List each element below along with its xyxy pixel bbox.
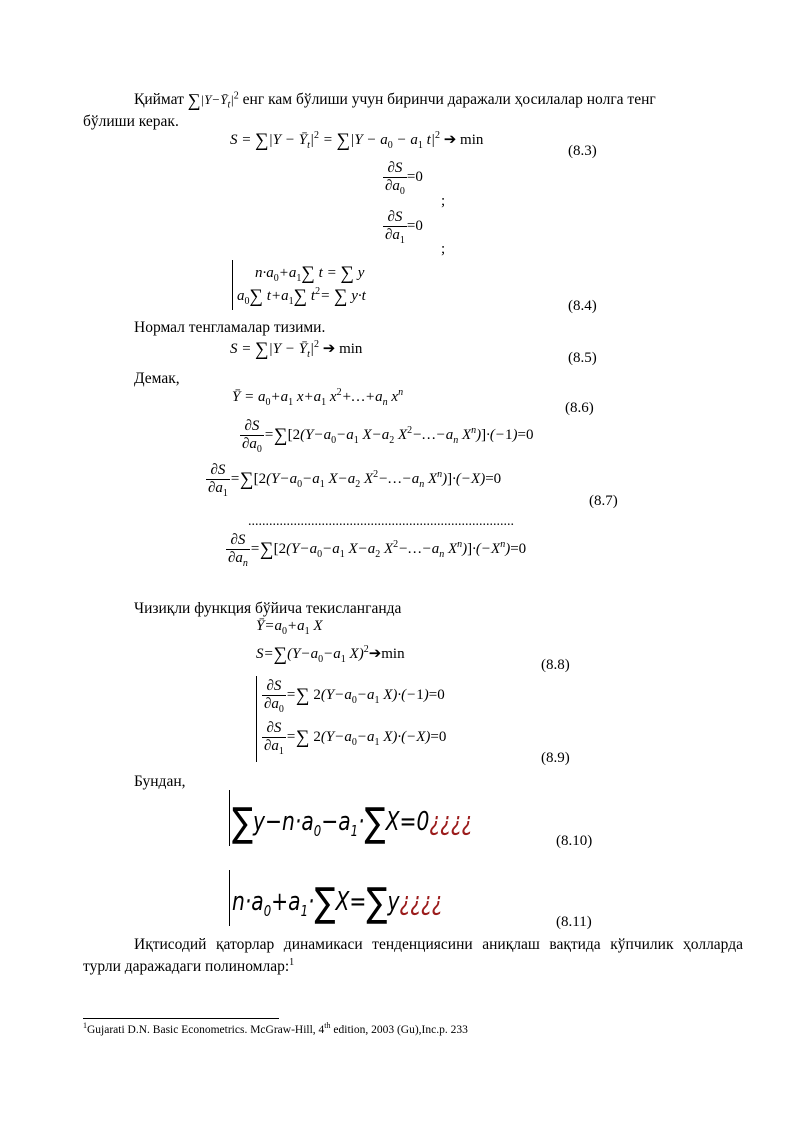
equation-8-8-line1: $Ȳ=a_0+a_1$ X [256, 618, 323, 637]
linear-text: Чизиқли функция бўйича текислангандa [134, 600, 402, 617]
equation-8-4-row2: $a_0\sum$ $t+a_1\sum$ $t^2=$ ∑ y·t [237, 286, 366, 307]
equation-8-6: Ȳ = $a_0+a_1$ $x+a_1$ $x^2+\dots+a_n$ $x^n$ [232, 387, 404, 408]
footnote-sup: th [324, 1021, 331, 1031]
equation-8-7-row3: $\frac{\partial S}{\partial a_n}$ $=\sum[2(Y-a_0-a_1$ $X-a_2$ $X^2-\dots-a_n$ $X^n)]\cdot(-X^n)=0$ [228, 532, 527, 569]
bundan-text: Бундан, [134, 773, 186, 790]
footnote-ref: 1 [289, 956, 295, 968]
ellipsis-row: ............................................................................ [248, 514, 514, 529]
footnote-separator [83, 1018, 279, 1019]
label-8-11: (8.11) [556, 914, 592, 930]
brace-8-10 [229, 790, 230, 846]
paragraph-line-2: бўлиши керак. [83, 113, 179, 130]
partial-a1: $\frac{\partial S}{\partial a_1}$ =0 [385, 209, 423, 246]
equation-8-9-row1: $\frac{\partial S}{\partial a_0}$ =∑ $2(Y-a_0-a_1$ X)·(−1)=0 [264, 678, 445, 715]
semicolon-1: ; [441, 193, 446, 209]
demak-text: Демак, [134, 370, 180, 387]
min-label: min [381, 646, 405, 662]
min-label: min [460, 132, 484, 148]
equation-8-5: $S = \sum|Y - Ȳ_t|^2$ ➔ min [230, 339, 363, 360]
equation-8-4-row1: $n\cdot a_0+a_1\sum$ t = ∑ y [255, 263, 365, 284]
garbled-glyphs: ¿¿¿¿ [399, 887, 443, 917]
label-8-8: (8.8) [541, 657, 570, 673]
partial-a0: $\frac{\partial S}{\partial a_0}$ =0 [385, 160, 423, 197]
footnote-mark: 1 [83, 1021, 87, 1031]
label-8-6: (8.6) [565, 400, 594, 416]
brace-8-9 [256, 676, 257, 762]
label-8-10: (8.10) [556, 833, 593, 849]
equation-8-7-row2: $\frac{\partial S}{\partial a_1}$ $=\sum[2(Y-a_0-a_1$ $X-a_2$ $X^2-\dots-a_n$ $X^n)]\cdot(-X)=0$ [208, 462, 502, 499]
label-8-9: (8.9) [541, 750, 570, 766]
lead-word: Қиймат [134, 91, 184, 108]
label-8-3: (8.3) [568, 143, 597, 159]
equation-8-11: $n\cdot a_0+a_1\cdot\sum X=\sum y¿¿¿¿$ [232, 880, 443, 926]
closing-paragraph [83, 934, 743, 978]
garbled-glyphs: ¿¿¿¿ [429, 807, 473, 837]
equation-8-10: $\sum y-n\cdot a_0-a_1\cdot\sum X=0¿¿¿¿$ [232, 800, 473, 846]
brace-8-11 [229, 870, 230, 926]
equation-8-3: $S = \sum|Y - Ȳ_t|^2 = \sum|Y - a_0 - a_1$ $t|^2$ ➔ min [230, 130, 484, 151]
footnote [83, 1021, 468, 1036]
label-8-4: (8.4) [568, 298, 597, 314]
footnote-text-b: edition, 2003 (Gu),Inc.p. 233 [330, 1024, 468, 1036]
min-label: min [339, 341, 363, 357]
lead-tail: енг кам бўлиши учун биринчи даражали ҳосилалар нолга тенг [242, 91, 656, 108]
sum-inline-formula: $\sum|Y-Ȳ_t|^2$ [187, 90, 239, 111]
normal-system-text: Нормал тенгламалар тизими. [134, 319, 326, 336]
closing-text: Иқтисодий қаторлар динамикаси тенденциясини аниқлаш вақтида кўпчилик ҳолларда турли даражадаги полиномлар: [83, 936, 743, 975]
brace-8-4 [232, 260, 233, 310]
label-8-5: (8.5) [568, 350, 597, 366]
paragraph-line-1 [134, 90, 656, 110]
footnote-text-a: Gujarati D.N. Basic Econometrics. McGraw-Hill, 4 [87, 1024, 325, 1036]
equation-8-8-line2: $S=\sum(Y-a_0-a_1$ X)$^2$➔min [256, 644, 405, 665]
equation-8-7-row1: $\frac{\partial S}{\partial a_0}$ $=\sum[2(Y-a_0-a_1$ $X-a_2$ $X^2-\dots-a_n$ $X^n)]\cdot(-1)=0$ [242, 418, 534, 455]
equation-8-9-row2: $\frac{\partial S}{\partial a_1}$ =∑ $2(Y-a_0-a_1$ X)·(−X)=0 [264, 720, 447, 757]
semicolon-2: ; [441, 241, 446, 257]
label-8-7: (8.7) [589, 493, 618, 509]
